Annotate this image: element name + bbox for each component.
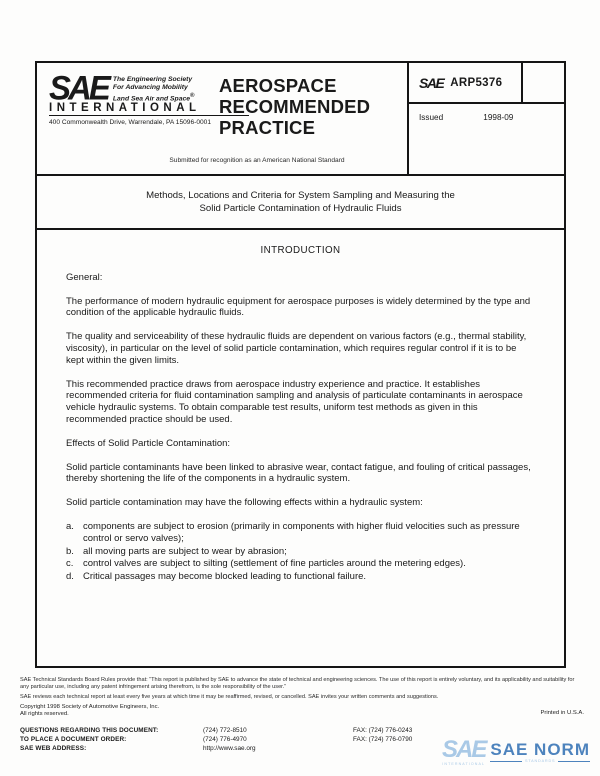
sae-logo: SAE [49,68,108,107]
contact-label: QUESTIONS REGARDING THIS DOCUMENT: [20,727,159,734]
contact-web-url: http://www.sae.org [203,745,256,753]
list-marker: b. [66,545,74,557]
doc-number-cell [409,63,523,102]
issued-date: 1998-09 [483,113,514,122]
list-item [66,558,535,570]
sae-norm-watermark [442,736,590,766]
effects-list [66,521,535,583]
paragraph: Solid particle contamination may have the following effects within a hydraulic system: [66,497,423,509]
contact-fax: FAX: (724) 776-0790 [353,736,413,744]
rights-line: All rights reserved. [20,710,69,717]
list-item [66,521,535,545]
paragraph: Solid particle contaminants have been linked to abrasive wear, contact fatigue, and fouling of critical passages, thereby shortening the life of the components in a hydraulic system. [66,461,531,485]
effects-label: Effects of Solid Particle Contamination: [66,437,231,449]
paragraph: This recommended practice draws from aerospace industry experience and practice. It establishes recommended criteria for fluid contamination sampling and analysis of particulate contaminants in aerospace vehicle hydraulic systems. To obtain comparable test results, uniform test methods as given in this recommended practice should be used. [66,378,523,425]
tagline-line: Land Sea Air and Space® [112,93,195,103]
tagline-line: For Advancing Mobility [112,84,188,92]
paragraph: The performance of modern hydraulic equipment for aerospace purposes is widely determined by the type and condition of the applicable hydraulic fluids. [66,295,531,319]
document-header [37,63,564,176]
watermark-name: SAE NORM [490,739,590,759]
contact-label: TO PLACE A DOCUMENT ORDER: [20,736,127,744]
sae-international-label: INTERNATIONAL [49,102,249,116]
list-text: all moving parts are subject to wear by abrasion; [83,545,287,557]
printed-in-usa: Printed in U.S.A. [540,710,584,716]
list-item [66,546,535,558]
copyright-line: Copyright 1998 Society of Automotive Engineers, Inc. [20,704,160,710]
watermark-tagline: STANDARDS [525,759,556,764]
header-empty-cell [523,63,564,102]
section-heading-introduction: INTRODUCTION [260,245,341,256]
document-title-line2: Solid Particle Contamination of Hydraulic Fluids [199,203,402,214]
issued-cell [409,104,564,174]
contact-fax: FAX: (724) 776-0243 [353,727,413,734]
list-text: Critical passages may become blocked leading to functional failure. [83,571,367,583]
doc-number: ARP5376 [450,76,503,89]
issued-label: Issued [419,113,444,122]
contact-phone: (724) 772-8510 [203,727,247,734]
watermark-rule [558,761,590,762]
submitted-note: Submitted for recognition as an American National Standard [169,157,345,164]
list-marker: d. [66,571,74,583]
watermark-tagline-row [490,759,590,763]
list-text: components are subject to erosion (primarily in components with higher fluid velocities such as pressure control or servo valves); [83,520,520,544]
header-left-cell [37,63,409,174]
footer-review-note: SAE reviews each technical report at least every five years at which time it may be reaffirmed, revised, or cancelled. SAE invites your written comments and suggestions. [20,694,439,700]
contact-info-block [20,727,412,753]
list-marker: a. [66,520,74,532]
document-body [37,230,564,583]
paragraph: The quality and serviceability of these hydraulic fluids are dependent on various factors (e.g., thermal stability, viscosity), in particular on the level of solid particle contamination, which requires regular control if it is to be kept within the given limits. [66,331,527,366]
watermark-rule [490,761,522,762]
contact-phone: (724) 776-4970 [203,736,247,744]
contact-label: SAE WEB ADDRESS: [20,745,87,753]
header-docnum-row [409,63,564,104]
sae-address: 400 Commonwealth Drive, Warrendale, PA 15096-0001 [49,118,211,126]
watermark-name-block [490,739,590,764]
list-item [66,571,535,583]
registered-mark: ® [190,93,195,100]
watermark-international-label: INTERNATIONAL [442,762,486,766]
document-title-band [37,176,564,230]
list-text: control valves are subject to silting (settlement of fine particles around the metering edges). [83,558,466,570]
copyright-block [20,704,159,718]
tagline-line: The Engineering Society [112,76,193,83]
sae-logo-small: SAE [419,74,444,91]
header-right-cell [409,63,564,174]
contact-fax [353,745,412,753]
footer-disclaimer: SAE Technical Standards Board Rules provide that: “This report is published by SAE to advance the state of technical and engineering sciences. The use of this report is entirely voluntary, and its applicability and suitability for any particular use, including any patent infringement arising therefrom, is the sole responsibility of the user.” [20,677,575,690]
watermark-sae-glyph: SAE [442,736,486,763]
general-label: General: [66,271,103,283]
watermark-sae-logo [442,736,486,766]
document-border-box [35,61,566,668]
document-type-title: AEROSPACE RECOMMENDED PRACTICE [219,75,371,138]
list-marker: c. [66,558,74,570]
document-title-line1: Methods, Locations and Criteria for System Sampling and Measuring the [146,190,455,201]
sae-logo-tagline [113,73,195,104]
